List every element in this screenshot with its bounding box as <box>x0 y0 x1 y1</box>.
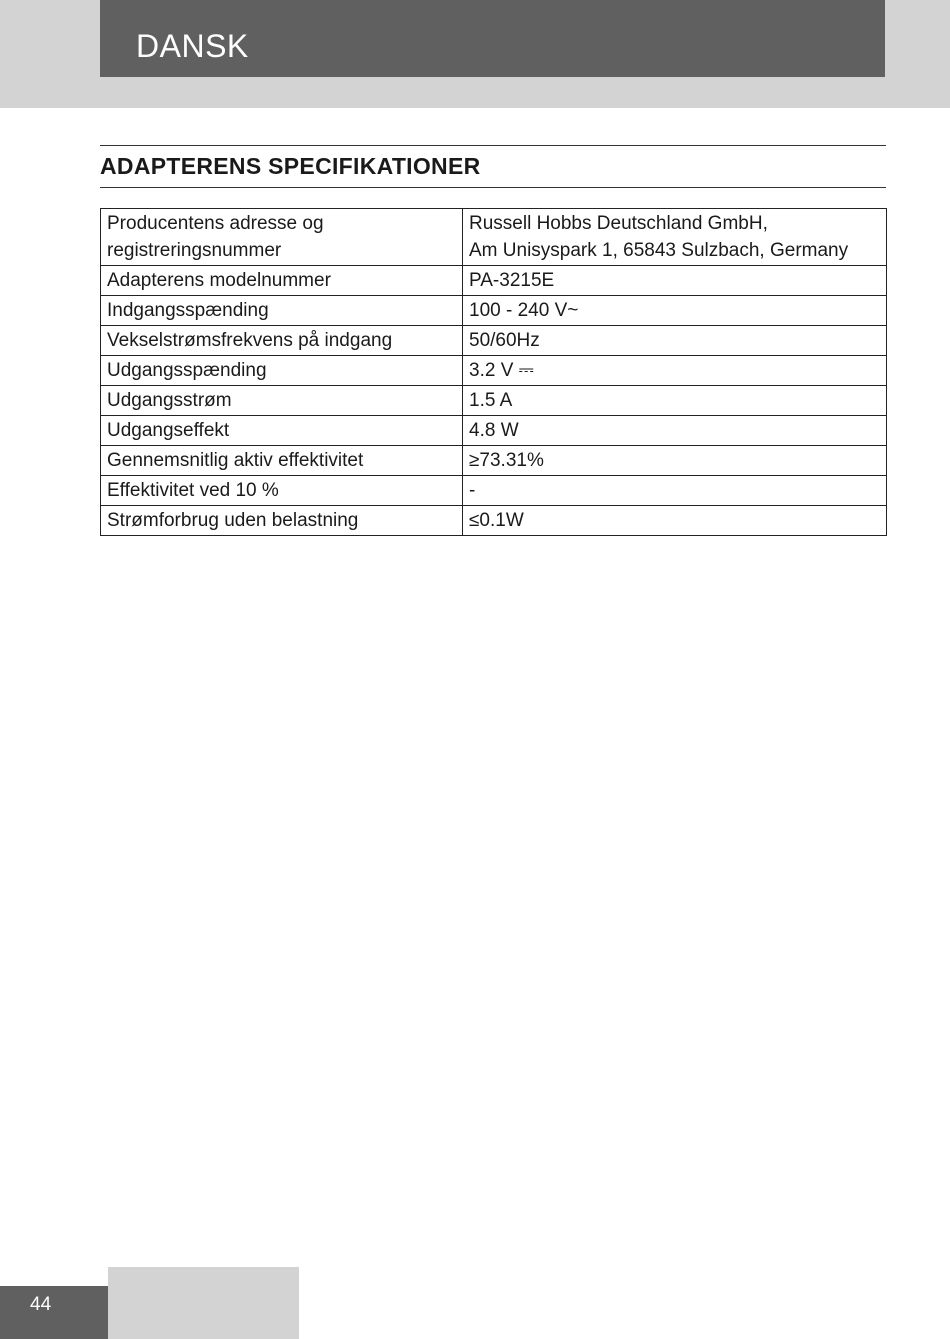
spec-value-line: Russell Hobbs Deutschland GmbH, <box>469 213 768 234</box>
page-number: 44 <box>30 1294 52 1315</box>
table-row <box>101 326 887 356</box>
spec-value: 4.8 W <box>463 416 887 446</box>
language-label: DANSK <box>136 28 249 64</box>
spec-value: 50/60Hz <box>463 326 887 356</box>
spec-value: ≥73.31% <box>463 446 887 476</box>
spec-value: PA-3215E <box>463 266 887 296</box>
spec-value-line: Am Unisyspark 1, 65843 Sulzbach, Germany <box>469 240 849 261</box>
table-row <box>101 416 887 446</box>
table-row <box>101 296 887 326</box>
spec-value: 100 - 240 V~ <box>463 296 887 326</box>
table-row <box>101 356 887 386</box>
spec-value: - <box>463 476 887 506</box>
spec-value: ≤0.1W <box>463 506 887 536</box>
spec-value <box>463 209 887 266</box>
spec-table <box>100 208 887 536</box>
spec-label: Udgangsspænding <box>101 356 463 386</box>
table-row <box>101 506 887 536</box>
header-band <box>0 0 950 108</box>
section-title-rule <box>100 145 886 188</box>
spec-label: Strømforbrug uden belastning <box>101 506 463 536</box>
spec-label: Effektivitet ved 10 % <box>101 476 463 506</box>
table-row <box>101 446 887 476</box>
spec-label: Producentens adresse og registreringsnummer <box>101 209 463 266</box>
table-row <box>101 266 887 296</box>
spec-label: Indgangsspænding <box>101 296 463 326</box>
section-title: ADAPTERENS SPECIFIKATIONER <box>100 153 481 179</box>
spec-label: Gennemsnitlig aktiv effektivitet <box>101 446 463 476</box>
language-bar <box>100 0 885 77</box>
spec-value: 1.5 A <box>463 386 887 416</box>
spec-value: 3.2 V ⎓ <box>463 356 887 386</box>
spec-label: Vekselstrømsfrekvens på indgang <box>101 326 463 356</box>
spec-label: Adapterens modelnummer <box>101 266 463 296</box>
spec-label: Udgangsstrøm <box>101 386 463 416</box>
footer-band <box>108 1267 299 1339</box>
table-row <box>101 209 887 266</box>
spec-label: Udgangseffekt <box>101 416 463 446</box>
table-row <box>101 386 887 416</box>
table-row <box>101 476 887 506</box>
page-number-tab <box>0 1286 108 1339</box>
